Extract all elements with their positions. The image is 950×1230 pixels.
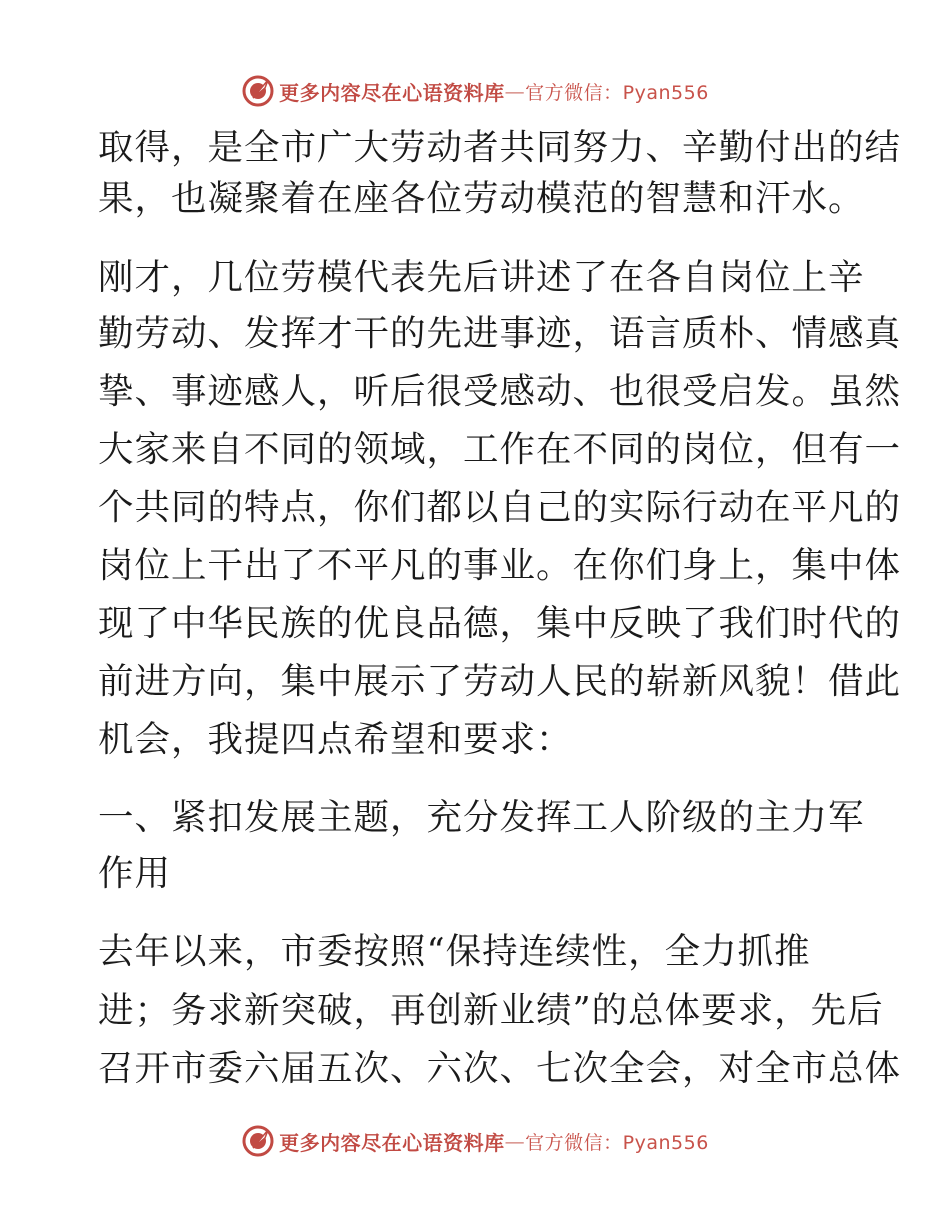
watermark-contact: 官方微信：Pyan556: [525, 1131, 709, 1154]
text-line: 岗位上干出了不平凡的事业。在你们身上，集中体: [98, 545, 902, 586]
text-line: 进；务求新突破，再创新业绩”的总体要求，先后: [98, 990, 884, 1031]
watermark-brand: 更多内容尽在心语资料库: [279, 1130, 505, 1155]
text-line: 取得，是全市广大劳动者共同努力、辛勤付出的结: [98, 127, 902, 168]
text-line: 个共同的特点，你们都以自己的实际行动在平凡的: [98, 487, 902, 528]
text-line: 去年以来，市委按照“保持连续性，全力抓推: [98, 931, 811, 972]
paragraph-2: [98, 256, 902, 762]
text-line: 勤劳动、发挥才干的先进事迹，语言质朴、情感真: [98, 313, 902, 354]
text-line: 现了中华民族的优良品德，集中反映了我们时代的: [98, 603, 902, 644]
header-watermark: [0, 74, 950, 108]
heading-line: 一、紧扣发展主题，充分发挥工人阶级的主力军: [98, 797, 865, 838]
watermark-contact: 官方微信：Pyan556: [525, 81, 709, 104]
text-line: 挚、事迹感人，听后很受感动、也很受启发。虽然: [98, 371, 902, 412]
text-line: 召开市委六届五次、六次、七次全会，对全市总体: [98, 1048, 902, 1089]
paragraph-1: [98, 126, 902, 221]
text-line: 果，也凝聚着在座各位劳动模范的智慧和汗水。: [98, 178, 865, 219]
text-line: 大家来自不同的领域，工作在不同的岗位，但有一: [98, 429, 902, 470]
watermark-separator: —: [504, 1129, 526, 1153]
text-line: 机会，我提四点希望和要求：: [98, 719, 573, 760]
text-line: 刚才，几位劳模代表先后讲述了在各自岗位上辛: [98, 257, 865, 298]
paragraph-4: [98, 930, 902, 1091]
quill-logo-icon: [241, 74, 275, 108]
watermark-brand: 更多内容尽在心语资料库: [279, 80, 505, 105]
heading-line: 作用: [98, 853, 172, 894]
text-line: 前进方向，集中展示了劳动人民的崭新风貌！借此: [98, 661, 902, 702]
footer-watermark: [0, 1124, 950, 1158]
quill-logo-icon: [241, 1124, 275, 1158]
paragraph-3-heading: [98, 796, 865, 896]
watermark-separator: —: [504, 79, 526, 103]
